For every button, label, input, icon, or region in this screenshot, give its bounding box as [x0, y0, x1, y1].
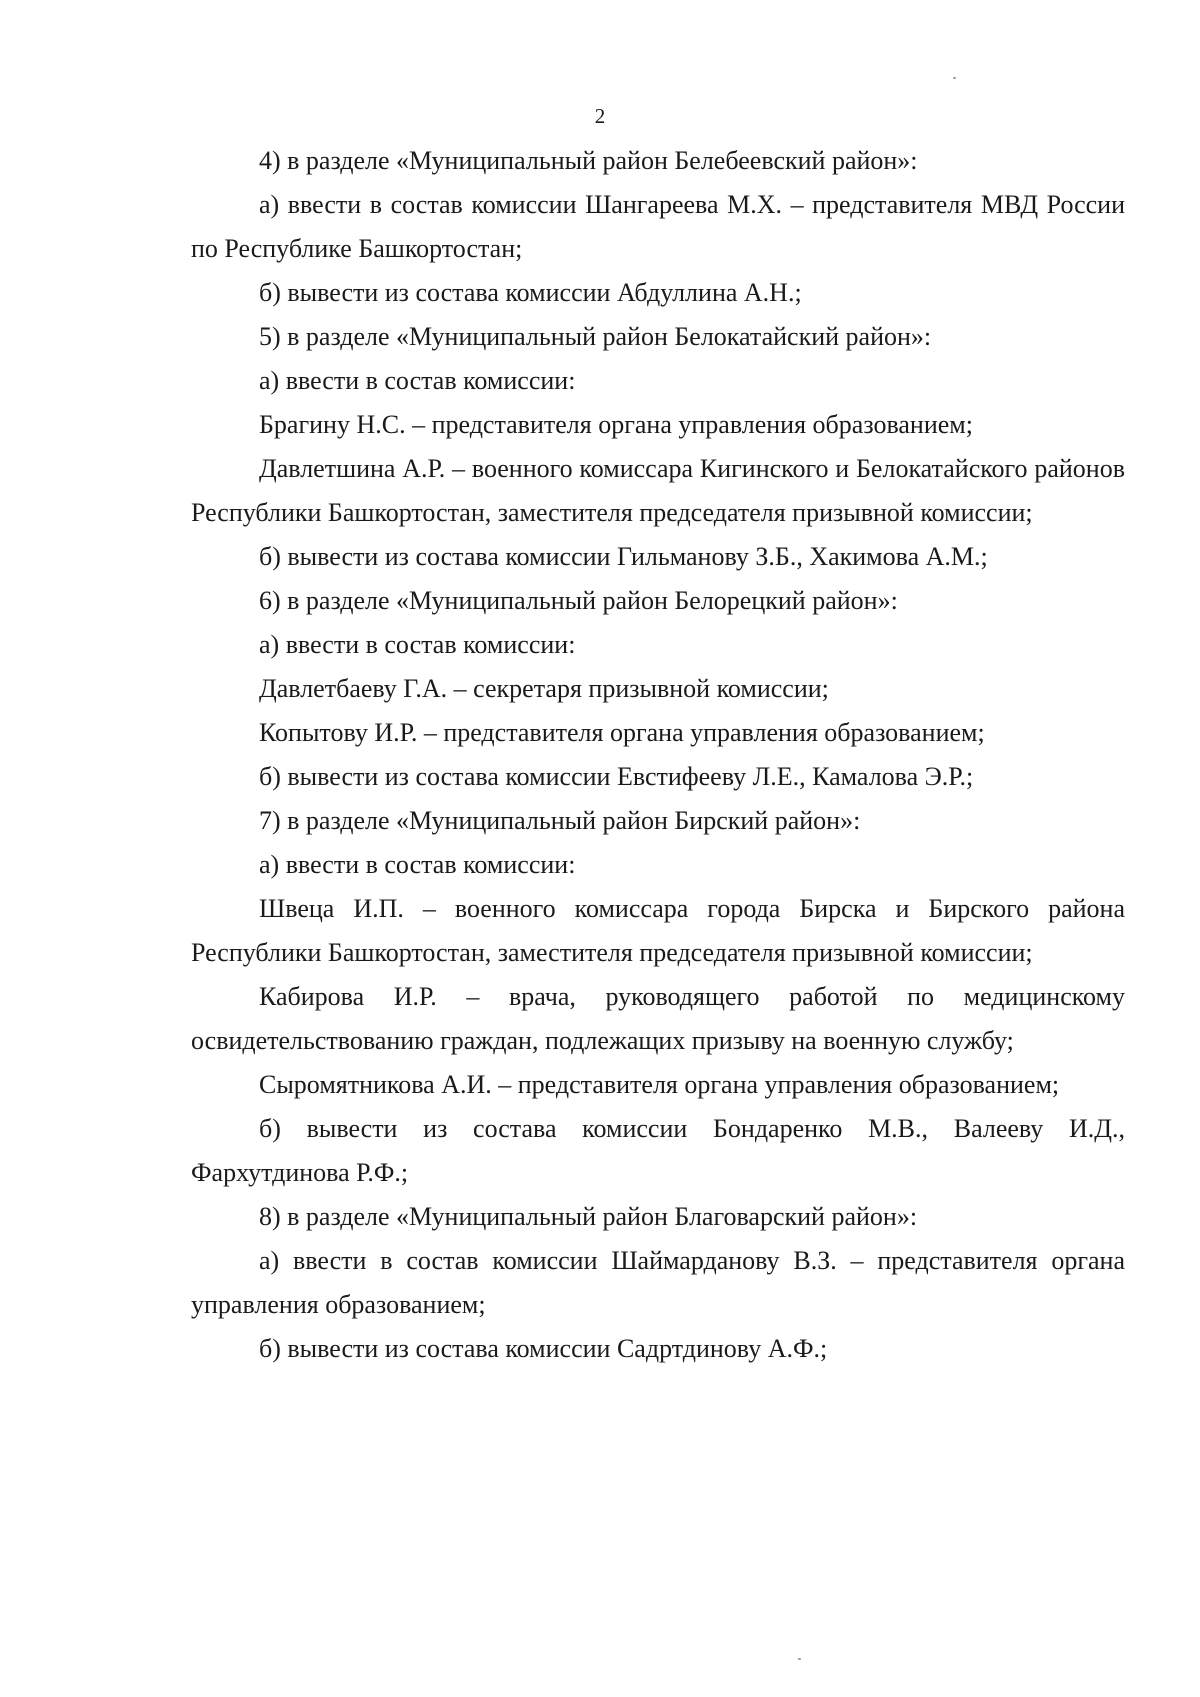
paragraph: 4) в разделе «Муниципальный район Белебеевский район»:: [259, 146, 918, 175]
paragraph: а) ввести в состав комиссии Шаймарданову В.З. – представителя органа управления образованием;: [191, 1246, 1125, 1319]
paragraph: б) вывести из состава комиссии Гильманову З.Б., Хакимова А.М.;: [259, 542, 988, 571]
paragraph: б) вывести из состава комиссии Абдуллина А.Н.;: [259, 278, 802, 307]
paragraph: Кабирова И.Р. – врача, руководящего работой по медицинскому освидетельствованию граждан, подлежащих призыву на военную службу;: [191, 982, 1125, 1055]
paragraph: а) ввести в состав комиссии:: [259, 850, 576, 879]
scan-speck: [953, 77, 956, 79]
paragraph: Брагину Н.С. – представителя органа управления образованием;: [259, 410, 973, 439]
paragraph: 6) в разделе «Муниципальный район Белорецкий район»:: [259, 586, 898, 615]
paragraph: Копытову И.Р. – представителя органа управления образованием;: [259, 718, 985, 747]
document-body: [191, 139, 1125, 1371]
paragraph: Давлетшина А.Р. – военного комиссара Кигинского и Белокатайского районов Республики Башкортостан, заместителя председателя призывной комиссии;: [191, 454, 1125, 527]
paragraph: Сыромятникова А.И. – представителя органа управления образованием;: [259, 1070, 1060, 1099]
paragraph: а) ввести в состав комиссии:: [259, 630, 576, 659]
paragraph: б) вывести из состава комиссии Евстифееву Л.Е., Камалова Э.Р.;: [259, 762, 974, 791]
paragraph: б) вывести из состава комиссии Садртдинову А.Ф.;: [259, 1334, 828, 1363]
paragraph: 5) в разделе «Муниципальный район Белокатайский район»:: [259, 322, 932, 351]
paragraph: 8) в разделе «Муниципальный район Благоварский район»:: [259, 1202, 918, 1231]
page-number: 2: [594, 104, 606, 128]
paragraph: а) ввести в состав комиссии Шангареева М.Х. – представителя МВД России по Республике Башкортостан;: [191, 190, 1125, 263]
paragraph: а) ввести в состав комиссии:: [259, 366, 576, 395]
paragraph: Швеца И.П. – военного комиссара города Бирска и Бирского района Республики Башкортостан, заместителя председателя призывной комиссии;: [191, 894, 1125, 967]
paragraph: Давлетбаеву Г.А. – секретаря призывной комиссии;: [259, 674, 829, 703]
paragraph: б) вывести из состава комиссии Бондаренко М.В., Валееву И.Д., Фархутдинова Р.Ф.;: [191, 1114, 1125, 1187]
scan-speck: [798, 1658, 801, 1660]
paragraph: 7) в разделе «Муниципальный район Бирский район»:: [259, 806, 861, 835]
